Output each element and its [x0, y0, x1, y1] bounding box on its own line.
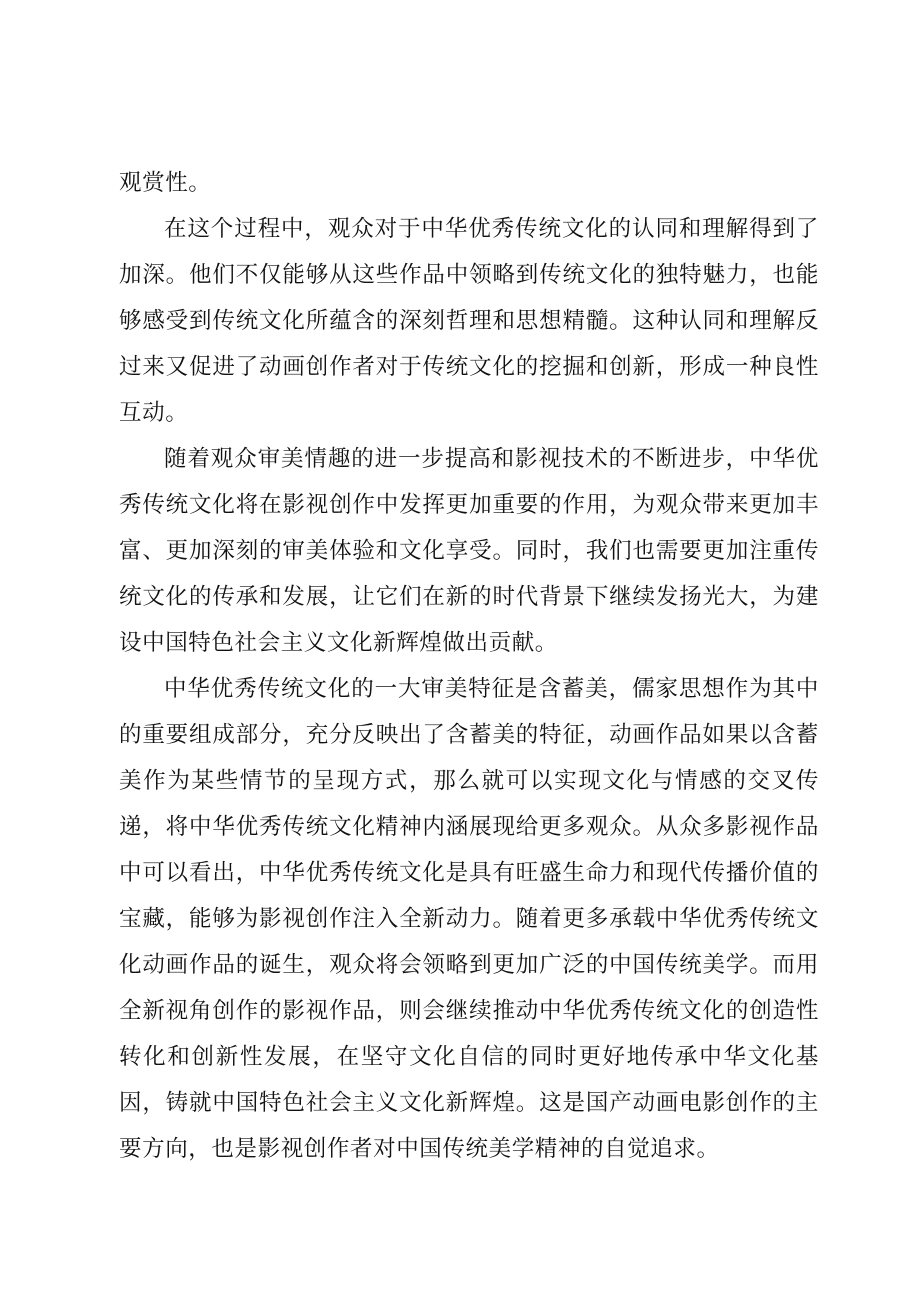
- paragraph-1: 观赏性。: [119, 170, 212, 196]
- paragraph-3: 随着观众审美情趣的进一步提高和影视技术的不断进步，中华优秀传统文化将在影视创作中发挥更加重要的作用，为观众带来更加丰富、更加深刻的审美体验和文化享受。同时，我们也需要更加注重传统文化的传承和发展，让它们在新的时代背景下继续发扬光大，为建设中国特色社会主义文化新辉煌做出贡献。: [119, 446, 819, 656]
- paragraph-2: 在这个过程中，观众对于中华优秀传统文化的认同和理解得到了加深。他们不仅能够从这些作品中领略到传统文化的独特魅力，也能够感受到传统文化所蕴含的深刻哲理和思想精髓。这种认同和理解反过来又促进了动画创作者对于传统文化的挖掘和创新，形成一种良性互动。: [119, 216, 819, 426]
- body-text: [119, 160, 819, 1172]
- paragraph-4: 中华优秀传统文化的一大审美特征是含蓄美，儒家思想作为其中的重要组成部分，充分反映出了含蓄美的特征，动画作品如果以含蓄美作为某些情节的呈现方式，那么就可以实现文化与情感的交叉传递，将中华优秀传统文化精神内涵展现给更多观众。从众多影视作品中可以看出，中华优秀传统文化是具有旺盛生命力和现代传播价值的宝藏，能够为影视创作注入全新动力。随着更多承载中华优秀传统文化动画作品的诞生，观众将会领略到更加广泛的中国传统美学。而用全新视角创作的影视作品，则会继续推动中华优秀传统文化的创造性转化和创新性发展，在坚守文化自信的同时更好地传承中华文化基因，铸就中国特色社会主义文化新辉煌。这是国产动画电影创作的主要方向，也是影视创作者对中国传统美学精神的自觉追求。: [119, 676, 819, 1162]
